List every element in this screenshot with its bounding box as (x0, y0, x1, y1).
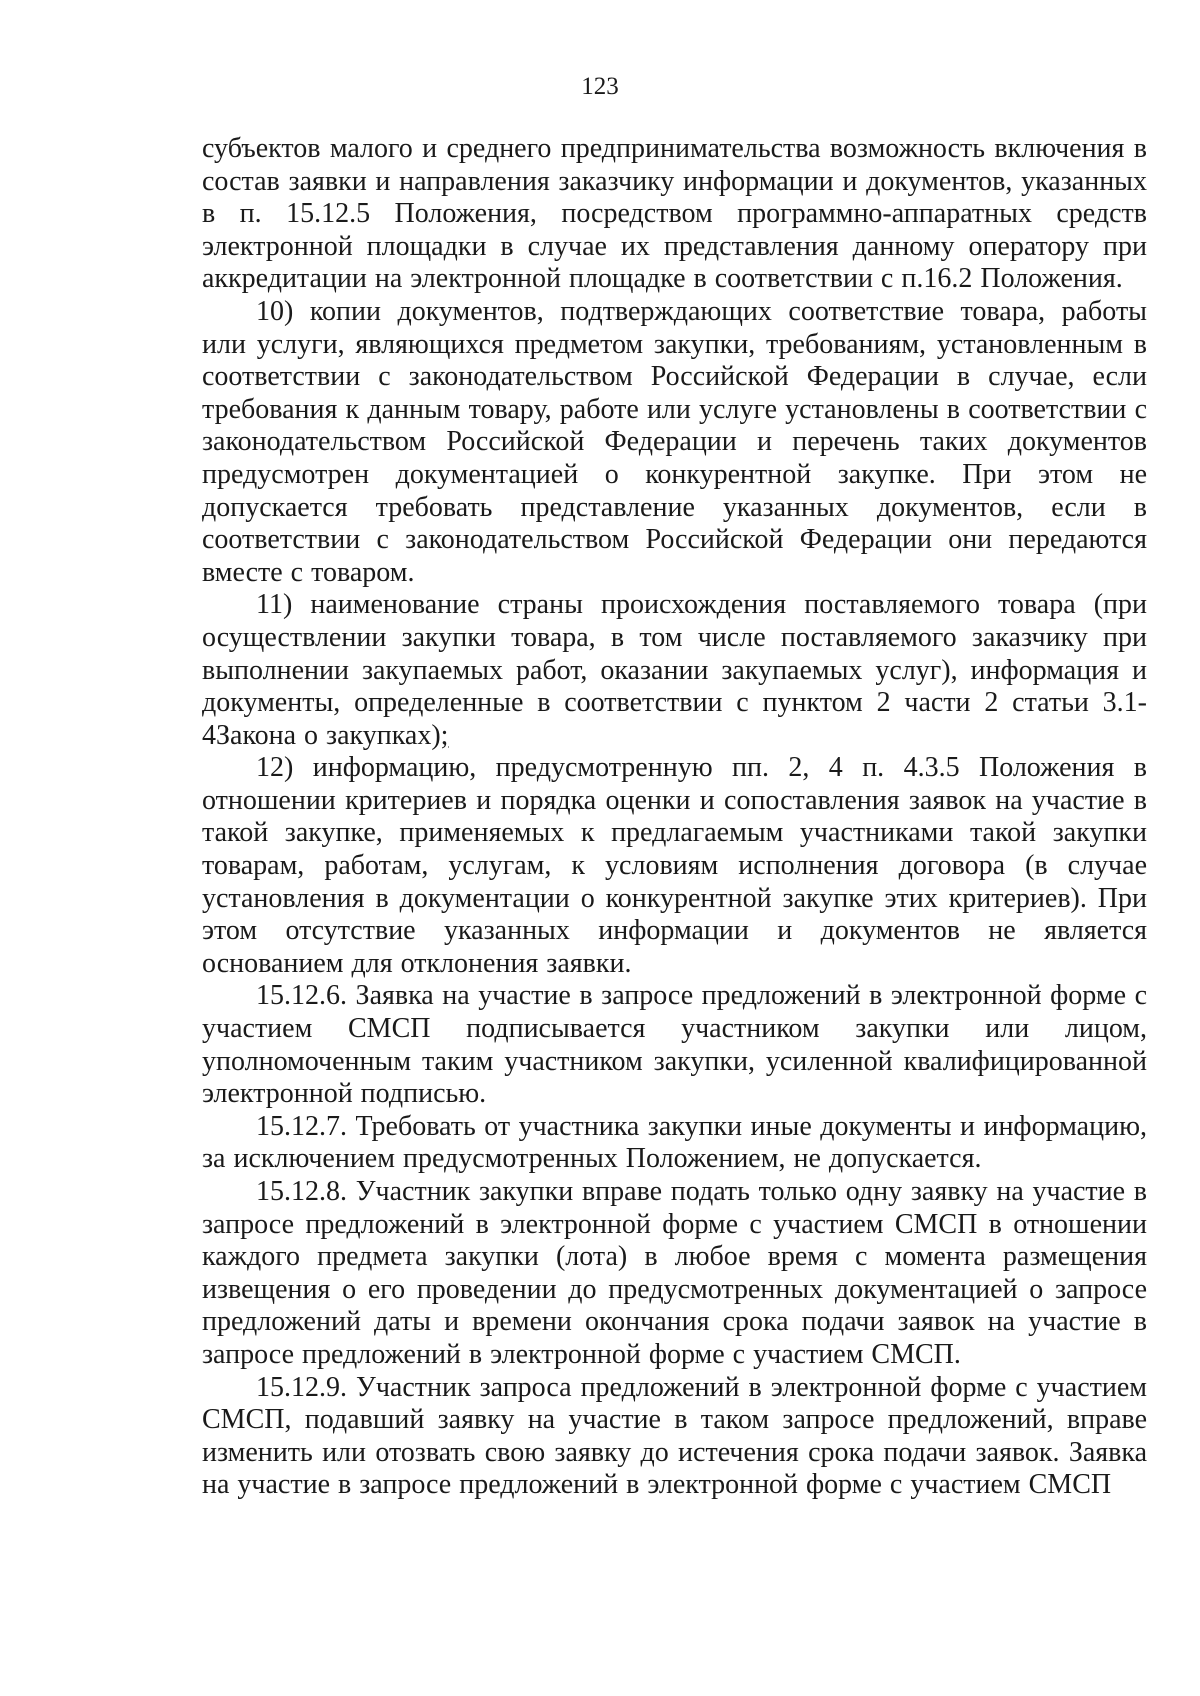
paragraph-item-11 (202, 589, 1147, 752)
page-number: 123 (581, 73, 619, 100)
paragraph-15-12-6: 15.12.6. Заявка на участие в запросе предложений в электронной форме с участием СМСП подписывается участником закупки или лицом, уполномоченным таким участником закупки, усиленной квалифицированной электронной подписью. (202, 980, 1147, 1110)
document-body (202, 133, 1147, 1502)
paragraph-15-12-9: 15.12.9. Участник запроса предложений в электронной форме с участием СМСП, подавший заявку на участие в таком запросе предложений, вправе изменить или отозвать свою заявку до истечения срока подачи заявок. Заявка на участие в запросе предложений в электронной форме с участием СМСП (202, 1371, 1147, 1501)
paragraph-item-11-text: 11) наименование страны происхождения поставляемого товара (при осуществлении закупки товара, в том числе поставляемого заказчику при выполнении закупаемых работ, оказании закупаемых услуг), информация и документы, определенные в соответствии с пунктом 2 части 2 статьи 3.1-4Закона о закупках (202, 589, 1147, 751)
paragraph-item-12: 12) информацию, предусмотренную пп. 2, 4 п. 4.3.5 Положения в отношении критериев и порядка оценки и сопоставления заявок на участие в такой закупке, применяемых к предлагаемым участниками такой закупки товарам, работам, услугам, к условиям исполнения договора (в случае установления в документации о конкурентной закупке этих критериев). При этом отсутствие указанных информации и документов не является основанием для отклонения заявки. (202, 752, 1147, 979)
paragraph-continuation: субъектов малого и среднего предпринимательства возможность включения в состав заявки и направления заказчику информации и документов, указанных в п. 15.12.5 Положения, посредством программно-аппаратных средств электронной площадки в случае их представления данному оператору при аккредитации на электронной площадке в соответствии с п.16.2 Положения. (202, 133, 1147, 295)
paragraph-15-12-7: 15.12.7. Требовать от участника закупки иные документы и информацию, за исключением предусмотренных Положением, не допускается. (202, 1110, 1147, 1175)
paragraph-item-11-underlined-tail: ); (431, 719, 449, 751)
paragraph-item-10: 10) копии документов, подтверждающих соответствие товара, работы или услуги, являющихся предметом закупки, требованиям, установленным в соответствии с законодательством Российской Федерации в случае, если требования к данным товару, работе или услуге установлены в соответствии с законодательством Российской Федерации и перечень таких документов предусмотрен документацией о конкурентной закупке. При этом не допускается требовать представление указанных документов, если в соответствии с законодательством Российской Федерации они передаются вместе с товаром. (202, 295, 1147, 588)
paragraph-15-12-8: 15.12.8. Участник закупки вправе подать только одну заявку на участие в запросе предложений в электронной форме с участием СМСП в отношении каждого предмета закупки (лота) в любое время с момента размещения извещения о его проведении до предусмотренных документацией о запросе предложений даты и времени окончания срока подачи заявок на участие в запросе предложений в электронной форме с участием СМСП. (202, 1176, 1147, 1370)
